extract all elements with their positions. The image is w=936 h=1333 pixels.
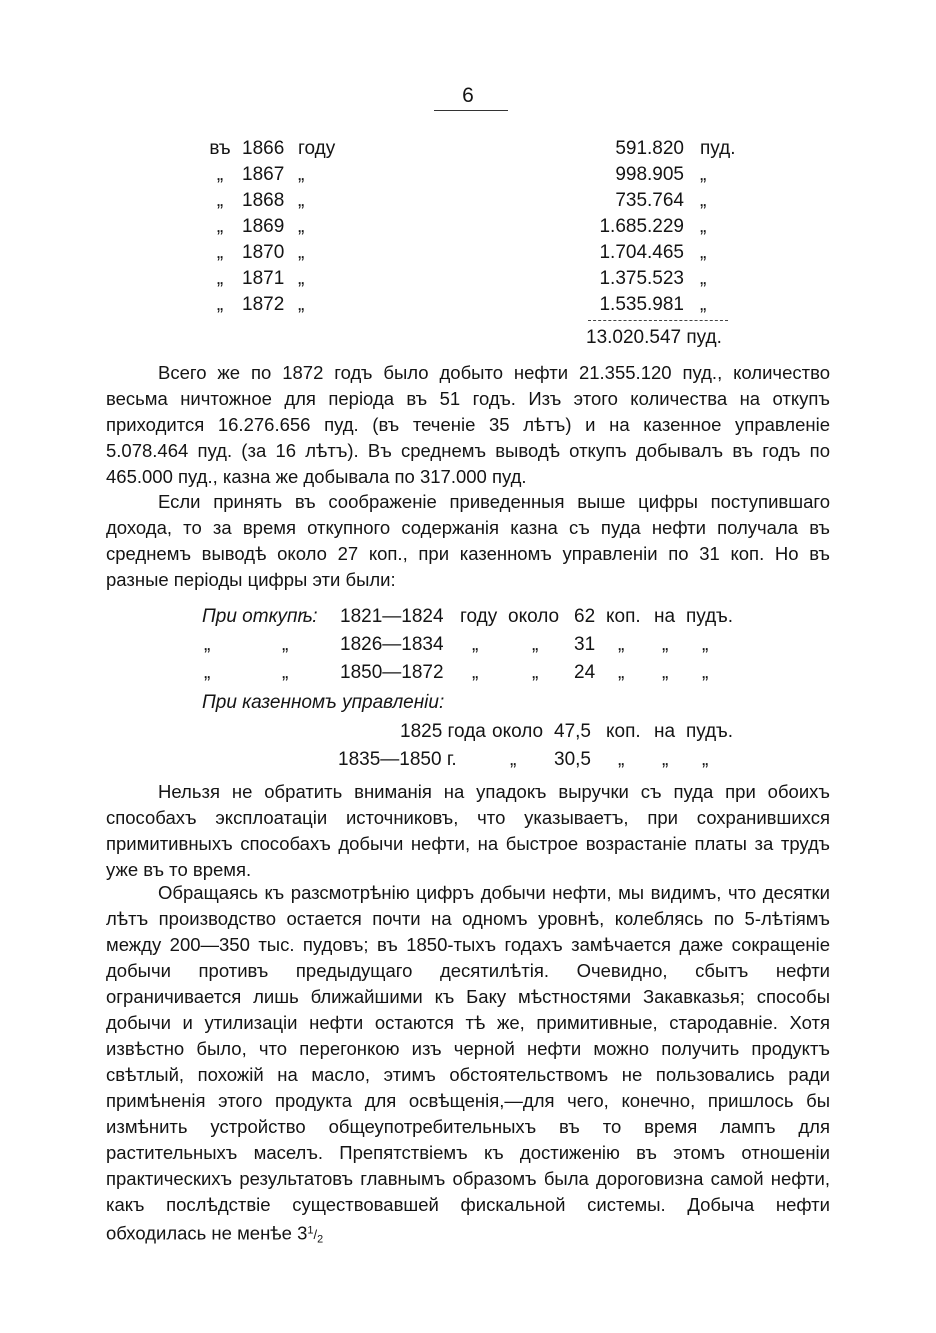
rate-period: 1821—1824 <box>340 606 444 627</box>
ditto-mark: „ <box>282 634 289 655</box>
table-row <box>206 214 736 240</box>
table-row <box>202 718 762 746</box>
row-amount: 1.704.465 <box>599 242 684 263</box>
row-unit: „ <box>700 164 707 185</box>
row-unit: „ <box>700 268 707 289</box>
ditto-mark: „ <box>204 634 211 655</box>
rate-approx: около <box>508 606 560 627</box>
rate-unit: пудъ. <box>686 721 733 742</box>
row-suffix: „ <box>298 216 305 237</box>
table-row <box>202 631 762 659</box>
row-year: 1871 <box>242 268 285 289</box>
rate-word: „ <box>472 634 479 655</box>
row-amount: 735.764 <box>615 190 684 211</box>
row-unit: „ <box>700 216 707 237</box>
row-suffix: „ <box>298 294 305 315</box>
total-amount: 13.020.547 <box>586 327 682 348</box>
rate-currency: „ <box>618 749 625 770</box>
row-prefix: „ <box>216 164 224 185</box>
table-row <box>206 162 736 188</box>
ditto-mark: „ <box>204 662 211 683</box>
row-year: 1868 <box>242 190 285 211</box>
table-row <box>206 188 736 214</box>
rate-period: 1825 года <box>400 721 486 742</box>
table-row <box>206 266 736 292</box>
rate-approx: „ <box>532 662 539 683</box>
paragraph-production-text: Обращаясь къ разсмотрѣнію цифръ добычи нефти, мы видимъ, что десятки лѣтъ производство остается почти на одномъ уровнѣ, колеблясь по 5-лѣтіямъ между 200—350 тыс. пудовъ; въ 1850-тыхъ годахъ замѣчается даже сокращеніе добычи противъ предыдущаго десятилѣтія. Очевидно, сбытъ нефти ограничивается лишь ближайшими къ Баку мѣстностями Закавказья; способы добычи и утилизаціи нефти остаются тѣ же, примитивные, стародавніе. Хотя извѣстно было, что перегонкою изъ черной нефти можно получить продуктъ свѣтлый, похожій на масло, этимъ обстоятельствомъ не пользовались ради примѣненія этого продукта для освѣщенія,—для чего, конечно, пришлось бы измѣнить устройство общеупотребительныхъ въ то время лампъ для растительныхъ маселъ. Препятствіемъ къ достиженію въ этомъ отношеніи практическихъ результатовъ главнымъ образомъ была дороговизна самой нефти, какъ послѣдствіе существовавшей фискальной системы. Добыча нефти обходилась не менѣе 3 <box>106 882 830 1244</box>
row-unit: „ <box>700 294 707 315</box>
row-amount: 998.905 <box>615 164 684 185</box>
row-suffix: году <box>298 138 336 159</box>
rate-word: году <box>460 606 498 627</box>
row-suffix: „ <box>298 242 305 263</box>
rate-value: 31 <box>574 634 596 655</box>
row-prefix: „ <box>216 294 224 315</box>
fraction-denominator: 2 <box>317 1233 324 1246</box>
paragraph-totals: Всего же по 1872 годъ было добыто нефти 21.355.120 пуд., количество весьма ничтожное для періода въ 51 годъ. Изъ этого количества на откупъ приходится 16.276.656 пуд. (въ теченіе 35 лѣтъ) и на казенное управленіе 5.078.464 пуд. (за 16 лѣтъ). Въ среднемъ выводѣ откупъ добывалъ въ годъ по 465.000 пуд., казна же добывала по 317.000 пуд. <box>106 362 830 487</box>
total-unit: пуд. <box>686 327 722 348</box>
rate-currency: коп. <box>606 606 641 627</box>
total-divider <box>588 320 728 321</box>
otkup-rates-table <box>202 603 762 687</box>
gov-rates-table <box>202 718 762 774</box>
rate-unit: „ <box>702 662 709 683</box>
paragraph-revenue: Если принять въ соображеніе приведенныя выше цифры поступившаго дохода, то за время откупного содержанія казна съ пуда нефти получала въ среднемъ выводѣ около 27 коп., при казенномъ управленіи по 31 коп. Но въ разные періоды цифры эти были: <box>106 491 830 590</box>
rate-na: „ <box>662 662 669 683</box>
row-prefix: „ <box>216 242 224 263</box>
otkup-heading: При откупѣ: <box>202 606 318 627</box>
rate-period: 1850—1872 <box>340 662 444 683</box>
rate-currency: „ <box>618 634 625 655</box>
row-unit: „ <box>700 242 707 263</box>
row-prefix: „ <box>216 216 224 237</box>
rate-value: 47,5 <box>554 721 591 742</box>
table-row <box>202 746 762 774</box>
ditto-mark: „ <box>282 662 289 683</box>
rate-na: на <box>654 606 676 627</box>
rate-unit: пудъ. <box>686 606 733 627</box>
row-year: 1866 <box>242 138 285 159</box>
row-suffix: „ <box>298 268 305 289</box>
row-prefix: въ <box>209 138 231 159</box>
row-prefix: „ <box>216 268 224 289</box>
total-row <box>586 325 722 351</box>
table-row <box>202 603 762 631</box>
row-unit: „ <box>700 190 707 211</box>
row-suffix: „ <box>298 164 305 185</box>
row-year: 1872 <box>242 294 285 315</box>
rate-unit: „ <box>702 634 709 655</box>
rate-period: 1826—1834 <box>340 634 444 655</box>
row-year: 1870 <box>242 242 285 263</box>
rate-word: „ <box>472 662 479 683</box>
rate-period: 1835—1850 г. <box>338 749 457 770</box>
row-unit: пуд. <box>700 138 736 159</box>
paragraph-production <box>106 880 830 1253</box>
row-amount: 1.685.229 <box>599 216 684 237</box>
rate-value: 62 <box>574 606 596 627</box>
fraction-half: $^1/_2$ <box>307 1225 324 1246</box>
production-table <box>206 136 736 318</box>
page-number: 6 <box>462 84 474 107</box>
rate-na: на <box>654 721 676 742</box>
table-row <box>206 240 736 266</box>
rate-currency: коп. <box>606 721 641 742</box>
page-number-rule <box>434 110 508 111</box>
rate-approx: около <box>492 721 544 742</box>
row-year: 1867 <box>242 164 285 185</box>
table-row <box>202 659 762 687</box>
row-amount: 591.820 <box>615 138 684 159</box>
row-amount: 1.375.523 <box>599 268 684 289</box>
rate-value: 24 <box>574 662 596 683</box>
rate-na: „ <box>662 634 669 655</box>
rate-unit: „ <box>702 749 709 770</box>
rate-approx: „ <box>532 634 539 655</box>
fraction-numerator: 1 <box>307 1225 314 1237</box>
rate-approx: „ <box>510 749 517 770</box>
row-suffix: „ <box>298 190 305 211</box>
paragraph-decline: Нельзя не обратить вниманія на упадокъ выручки съ пуда при обоихъ способахъ эксплоатаціи источниковъ, что указываетъ, при сохранившихся примитивныхъ способахъ добычи нефти, на быстрое возрастаніе платы за трудъ уже въ то время. <box>106 781 830 880</box>
row-year: 1869 <box>242 216 285 237</box>
table-row <box>206 136 736 162</box>
rate-currency: „ <box>618 662 625 683</box>
rate-na: „ <box>662 749 669 770</box>
row-prefix: „ <box>216 190 224 211</box>
table-row <box>206 292 736 318</box>
row-amount: 1.535.981 <box>599 294 684 315</box>
gov-heading: При казенномъ управленіи: <box>202 692 445 713</box>
rate-value: 30,5 <box>554 749 591 770</box>
